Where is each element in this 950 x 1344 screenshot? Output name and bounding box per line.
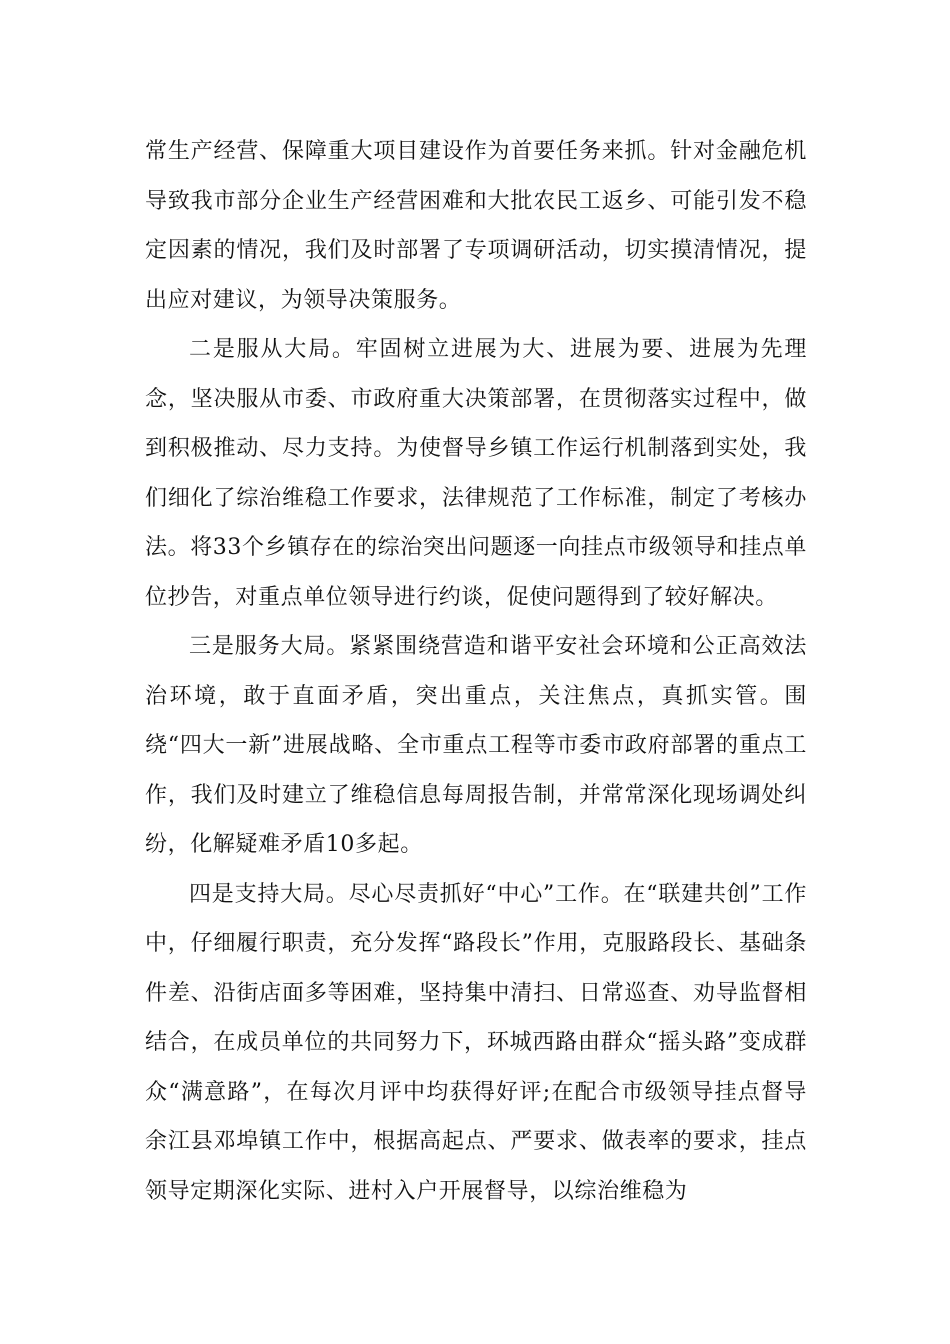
paragraph-4: 四是支持大局。尽心尽责抓好“中心”工作。在“联建共创”工作中，仔细履行职责，充分发挥“路段长”作用，克服路段长、基础条件差、沿街店面多等困难，坚持集中清扫、日常巡查、劝导监督相结合，在成员单位的共同努力下，环城西路由群众“摇头路”变成群众“满意路”，在每次月评中均获得好评;在配合市级领导挂点督导余江县邓埠镇工作中，根据高起点、严要求、做表率的要求，挂点领导定期深化实际、进村入户开展督导，以综治维稳为 [145, 881, 807, 1204]
paragraph-3: 三是服务大局。紧紧围绕营造和谐平安社会环境和公正高效法治环境，敢于直面矛盾，突出重点，关注焦点，真抓实管。围绕“四大一新”进展战略、全市重点工程等市委市政府部署的重点工作，我们及时建立了维稳信息每周报告制，并常常深化现场调处纠纷，化解疑难矛盾10多起。 [145, 634, 807, 857]
document-body [145, 127, 807, 1266]
paragraph-1: 常生产经营、保障重大项目建设作为首要任务来抓。针对金融危机导致我市部分企业生产经营困难和大批农民工返乡、可能引发不稳定因素的情况，我们及时部署了专项调研活动，切实摸清情况，提出应对建议，为领导决策服务。 [145, 139, 807, 313]
paragraph-2: 二是服从大局。牢固树立进展为大、进展为要、进展为先理念，坚决服从市委、市政府重大决策部署，在贯彻落实过程中，做到积极推动、尽力支持。为使督导乡镇工作运行机制落到实处，我们细化了综治维稳工作要求，法律规范了工作标准，制定了考核办法。将33个乡镇存在的综治突出问题逐一向挂点市级领导和挂点单位抄告，对重点单位领导进行约谈，促使问题得到了较好解决。 [145, 337, 807, 610]
